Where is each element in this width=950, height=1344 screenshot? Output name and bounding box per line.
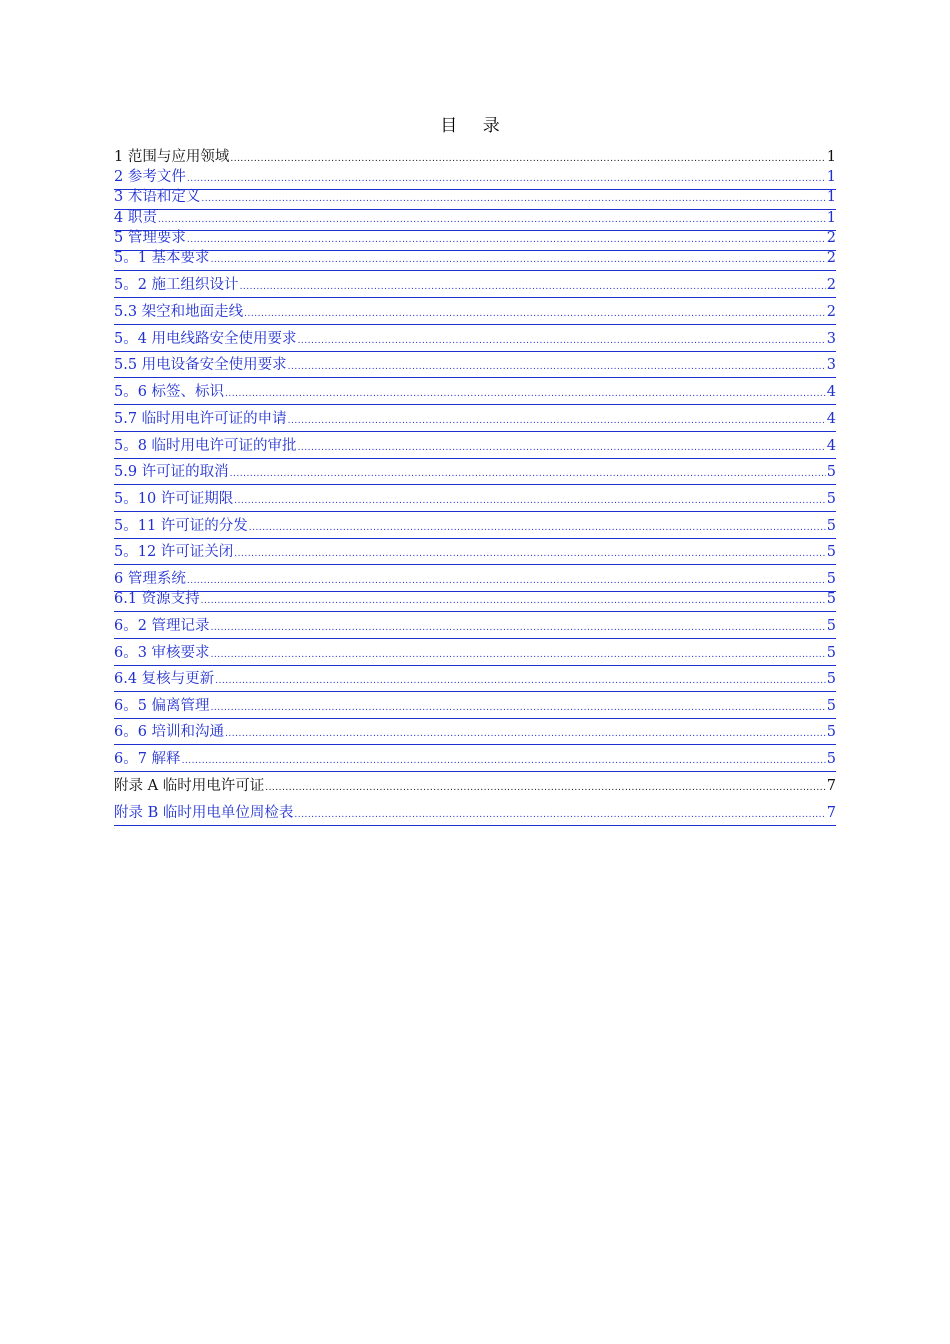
toc-page-number: 1 [826, 149, 836, 165]
toc-page-number: 5 [826, 544, 836, 560]
toc-entry-title: 5.7 临时用电许可证的申请 [114, 411, 287, 427]
toc-entry[interactable] [114, 303, 836, 325]
toc-entry[interactable] [114, 490, 836, 512]
toc-entry[interactable] [114, 670, 836, 692]
toc-leader-dots [230, 150, 825, 169]
toc-page-number: 7 [826, 778, 836, 794]
toc-entry-title: 6。6 培训和沟通 [114, 724, 225, 740]
toc-entry[interactable] [114, 356, 836, 378]
toc-entry[interactable] [114, 168, 836, 190]
toc-leader-dots [187, 231, 826, 250]
toc-leader-dots [201, 190, 825, 209]
toc-leader-dots [265, 779, 826, 798]
toc-entry-title: 5。8 临时用电许可证的审批 [114, 438, 297, 454]
toc-leader-dots [234, 545, 825, 564]
toc-page-number: 5 [826, 491, 836, 507]
toc-entry-title: 5。2 施工组织设计 [114, 277, 239, 293]
toc-leader-dots [225, 725, 826, 744]
toc-entry-title: 3 术语和定义 [114, 189, 201, 205]
toc-entry-title: 5.3 架空和地面走线 [114, 304, 244, 320]
toc-leader-dots [244, 305, 826, 324]
toc-leader-dots [288, 358, 826, 377]
toc-page-number: 3 [826, 331, 836, 347]
toc-entry-title: 6。7 解释 [114, 751, 181, 767]
toc-entry-title: 附录 B 临时用电单位周检表 [114, 805, 294, 821]
toc-entry[interactable] [114, 209, 836, 231]
toc-leader-dots [187, 170, 826, 189]
toc-leader-dots [225, 385, 826, 404]
toc-leader-dots [234, 492, 825, 511]
toc-leader-dots [249, 519, 826, 538]
toc-page-number: 5 [826, 724, 836, 740]
toc-page-number: 2 [826, 230, 836, 246]
toc-page-number: 7 [826, 805, 836, 821]
toc-entry[interactable] [114, 229, 836, 251]
toc-page-number: 1 [826, 169, 836, 185]
toc-entry-title: 4 职责 [114, 210, 157, 226]
toc-page-number: 2 [826, 277, 836, 293]
toc-leader-dots [201, 592, 826, 611]
toc-entry-title: 5。4 用电线路安全使用要求 [114, 331, 297, 347]
toc-entry-title: 6 管理系统 [114, 571, 186, 587]
toc-entry-title: 附录 A 临时用电许可证 [114, 778, 265, 794]
toc-entry-title: 5。12 许可证关闭 [114, 544, 234, 560]
toc-entry-title: 1 范围与应用领域 [114, 149, 230, 165]
toc-entry[interactable] [114, 437, 836, 459]
toc-entry-title: 2 参考文件 [114, 169, 186, 185]
toc-page-number: 5 [826, 464, 836, 480]
toc-entry[interactable] [114, 330, 836, 352]
toc-entry[interactable] [114, 750, 836, 772]
toc-entry[interactable] [114, 570, 836, 592]
toc-entry-title: 6。3 审核要求 [114, 645, 210, 661]
toc-entry[interactable] [114, 410, 836, 432]
toc-page-number: 2 [826, 250, 836, 266]
toc-leader-dots [215, 672, 826, 691]
toc-entry[interactable] [114, 617, 836, 639]
toc-page-number: 3 [826, 357, 836, 373]
toc-entry[interactable] [114, 697, 836, 719]
toc-leader-dots [211, 699, 826, 718]
toc-page-number: 4 [826, 438, 836, 454]
toc-entry-title: 5。11 许可证的分发 [114, 518, 248, 534]
toc-leader-dots [187, 572, 826, 591]
toc-entry [114, 777, 836, 798]
toc-entry[interactable] [114, 804, 836, 826]
toc-entry[interactable] [114, 517, 836, 539]
toc-leader-dots [158, 211, 826, 230]
toc-page-number: 5 [826, 698, 836, 714]
toc-entry[interactable] [114, 383, 836, 405]
toc-entry[interactable] [114, 644, 836, 666]
toc-page-number: 5 [826, 645, 836, 661]
toc-leader-dots [230, 465, 826, 484]
toc-entry-title: 6。5 偏离管理 [114, 698, 210, 714]
toc-page-number: 5 [826, 571, 836, 587]
toc-page-number: 5 [826, 618, 836, 634]
toc-page-number: 1 [826, 189, 836, 205]
toc-entry-title: 5。6 标签、标识 [114, 384, 225, 400]
toc-leader-dots [298, 439, 826, 458]
toc-entry[interactable] [114, 249, 836, 271]
toc-leader-dots [288, 412, 826, 431]
toc-entry[interactable] [114, 723, 836, 745]
toc-leader-dots [182, 752, 826, 771]
toc-entry-title: 5 管理要求 [114, 230, 186, 246]
toc-entry[interactable] [114, 543, 836, 565]
toc-entry-title: 6.4 复核与更新 [114, 671, 215, 687]
toc-page-number: 5 [826, 518, 836, 534]
toc-entry-title: 5.5 用电设备安全使用要求 [114, 357, 287, 373]
toc-entry-title: 5。1 基本要求 [114, 250, 210, 266]
toc-leader-dots [240, 278, 826, 297]
toc-title: 目 录 [440, 116, 510, 136]
toc-leader-dots [294, 806, 825, 825]
toc-entry[interactable] [114, 463, 836, 485]
toc-leader-dots [211, 251, 826, 270]
toc-entry-title: 5.9 许可证的取消 [114, 464, 229, 480]
toc-page-number: 5 [826, 751, 836, 767]
toc-leader-dots [211, 619, 826, 638]
toc-entry [114, 148, 836, 169]
toc-leader-dots [298, 332, 826, 351]
toc-page-number: 5 [826, 591, 836, 607]
toc-leader-dots [211, 646, 826, 665]
toc-page-number: 2 [826, 304, 836, 320]
toc-page-number: 1 [826, 210, 836, 226]
toc-entry[interactable] [114, 188, 836, 210]
toc-page-number: 5 [826, 671, 836, 687]
toc-entry-title: 5。10 许可证期限 [114, 491, 234, 507]
toc-entry-title: 6。2 管理记录 [114, 618, 210, 634]
toc-page-number: 4 [826, 411, 836, 427]
toc-page-number: 4 [826, 384, 836, 400]
toc-entry-title: 6.1 资源支持 [114, 591, 200, 607]
toc-entry[interactable] [114, 590, 836, 612]
toc-entry[interactable] [114, 276, 836, 298]
